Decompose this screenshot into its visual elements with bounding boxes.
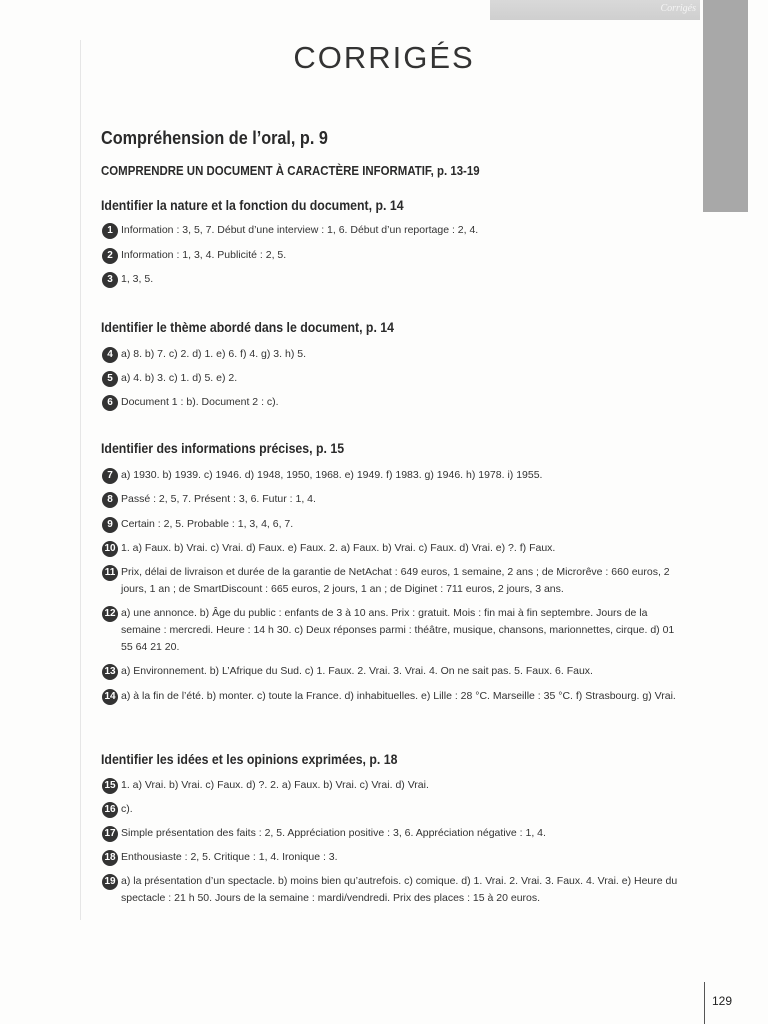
answer-text: a) 4. b) 3. c) 1. d) 5. e) 2. xyxy=(121,372,238,384)
item-number-badge: 9 xyxy=(102,517,118,533)
section-subtitle: COMPRENDRE UN DOCUMENT À CARACTÈRE INFORMATIF, p. 13-19 xyxy=(101,163,480,178)
heading-idees-opinions: Identifier les idées et les opinions exprimées, p. 18 xyxy=(101,751,398,767)
answer-item-6 xyxy=(102,394,682,411)
page-number: 129 xyxy=(712,994,733,1008)
item-number-badge: 15 xyxy=(102,778,118,794)
heading-informations: Identifier des informations précises, p. 15 xyxy=(101,440,345,456)
answer-item-11 xyxy=(102,564,682,598)
heading-nature-fonction: Identifier la nature et la fonction du document, p. 14 xyxy=(101,197,404,213)
answer-item-12 xyxy=(102,605,682,656)
answer-text: Information : 3, 5, 7. Début d’une interview : 1, 6. Début d’un reportage : 2, 4. xyxy=(121,224,479,236)
answer-item-7 xyxy=(102,467,682,484)
answer-text: Enthousiaste : 2, 5. Critique : 1, 4. Ironique : 3. xyxy=(121,851,338,863)
page-title: CORRIGÉS xyxy=(293,40,475,75)
answer-text: 1. a) Faux. b) Vrai. c) Vrai. d) Faux. e) Faux. 2. a) Faux. b) Vrai. c) Faux. d) Vrai. e) ?. f) Faux. xyxy=(121,542,556,554)
item-number-badge: 18 xyxy=(102,850,118,866)
answer-item-15 xyxy=(102,777,682,794)
answer-text: Certain : 2, 5. Probable : 1, 3, 4, 6, 7. xyxy=(121,518,294,530)
answer-text: 1. a) Vrai. b) Vrai. c) Faux. d) ?. 2. a) Faux. b) Vrai. c) Vrai. d) Vrai. xyxy=(121,779,429,791)
item-number-badge: 19 xyxy=(102,874,118,890)
item-number-badge: 5 xyxy=(102,371,118,387)
answer-item-1 xyxy=(102,222,682,239)
answer-text: a) 1930. b) 1939. c) 1946. d) 1948, 1950, 1968. e) 1949. f) 1983. g) 1946. h) 1978. i) 1955. xyxy=(121,469,543,481)
answer-text: Information : 1, 3, 4. Publicité : 2, 5. xyxy=(121,249,287,261)
answer-item-17 xyxy=(102,825,682,842)
answer-text: a) la présentation d’un spectacle. b) moins bien qu’autrefois. c) comique. d) 1. Vrai. 2. Vrai. 3. Faux. 4. Vrai. e) Heure du spectacle : 21 h 50. Jours de la semaine : mardi/vendredi. Prix des places : 15 à 20 euros. xyxy=(121,875,678,904)
heading-theme: Identifier le thème abordé dans le document, p. 14 xyxy=(101,319,395,335)
answer-text: c). xyxy=(121,803,133,815)
answer-text: a) 8. b) 7. c) 2. d) 1. e) 6. f) 4. g) 3. h) 5. xyxy=(121,348,306,360)
item-number-badge: 13 xyxy=(102,664,118,680)
answer-item-3 xyxy=(102,271,682,288)
answer-text: a) une annonce. b) Âge du public : enfants de 3 à 10 ans. Prix : gratuit. Mois : fin mai à fin septembre. Jours de la semaine : mercredi. Heure : 14 h 30. c) Deux réponses parmi : théâtre, musique, chansons, marionnettes, cirque. d) 01 55 64 21 20. xyxy=(121,607,675,653)
header-tab xyxy=(490,0,700,20)
header-tab-label: Corrigés xyxy=(660,3,696,14)
item-number-badge: 11 xyxy=(102,565,118,581)
answer-text: a) à la fin de l’été. b) monter. c) toute la France. d) inhabituelles. e) Lille : 28 °C. Marseille : 35 °C. f) Strasbourg. g) Vrai. xyxy=(121,690,676,702)
answer-item-10 xyxy=(102,540,682,557)
item-number-badge: 12 xyxy=(102,606,118,622)
answer-item-2 xyxy=(102,247,682,264)
answer-text: a) Environnement. b) L’Afrique du Sud. c) 1. Faux. 2. Vrai. 3. Vrai. 4. On ne sait pas. 5. Faux. 6. Faux. xyxy=(121,665,593,677)
item-number-badge: 3 xyxy=(102,272,118,288)
answer-item-5 xyxy=(102,370,682,387)
item-number-badge: 17 xyxy=(102,826,118,842)
answer-item-18 xyxy=(102,849,682,866)
answer-text: Passé : 2, 5, 7. Présent : 3, 6. Futur : 1, 4. xyxy=(121,493,316,505)
page-number-rule xyxy=(704,982,705,1024)
item-number-badge: 1 xyxy=(102,223,118,239)
margin-rule xyxy=(80,40,81,920)
section-title: Compréhension de l’oral, p. 9 xyxy=(101,128,328,148)
item-number-badge: 7 xyxy=(102,468,118,484)
answer-text: 1, 3, 5. xyxy=(121,273,154,285)
item-number-badge: 4 xyxy=(102,347,118,363)
item-number-badge: 14 xyxy=(102,689,118,705)
item-number-badge: 10 xyxy=(102,541,118,557)
answer-item-14 xyxy=(102,688,682,705)
item-number-badge: 6 xyxy=(102,395,118,411)
answer-item-19 xyxy=(102,873,682,907)
answer-item-4 xyxy=(102,346,682,363)
thumb-index-tab xyxy=(703,0,748,212)
answer-text: Document 1 : b). Document 2 : c). xyxy=(121,396,279,408)
answer-item-9 xyxy=(102,516,682,533)
answer-text: Prix, délai de livraison et durée de la garantie de NetAchat : 649 euros, 1 semaine, 2 ans ; de Microrêve : 660 euros, 2 jours, 1 an ; de SmartDiscount : 665 euros, 2 jours, 1 an ; de Diginet : 711 euros, 2 jours, 3 ans. xyxy=(121,566,670,595)
item-number-badge: 8 xyxy=(102,492,118,508)
answer-item-8 xyxy=(102,491,682,508)
answer-text: Simple présentation des faits : 2, 5. Appréciation positive : 3, 6. Appréciation négative : 1, 4. xyxy=(121,827,546,839)
item-number-badge: 2 xyxy=(102,248,118,264)
answer-item-16 xyxy=(102,801,682,818)
answer-item-13 xyxy=(102,663,682,680)
item-number-badge: 16 xyxy=(102,802,118,818)
